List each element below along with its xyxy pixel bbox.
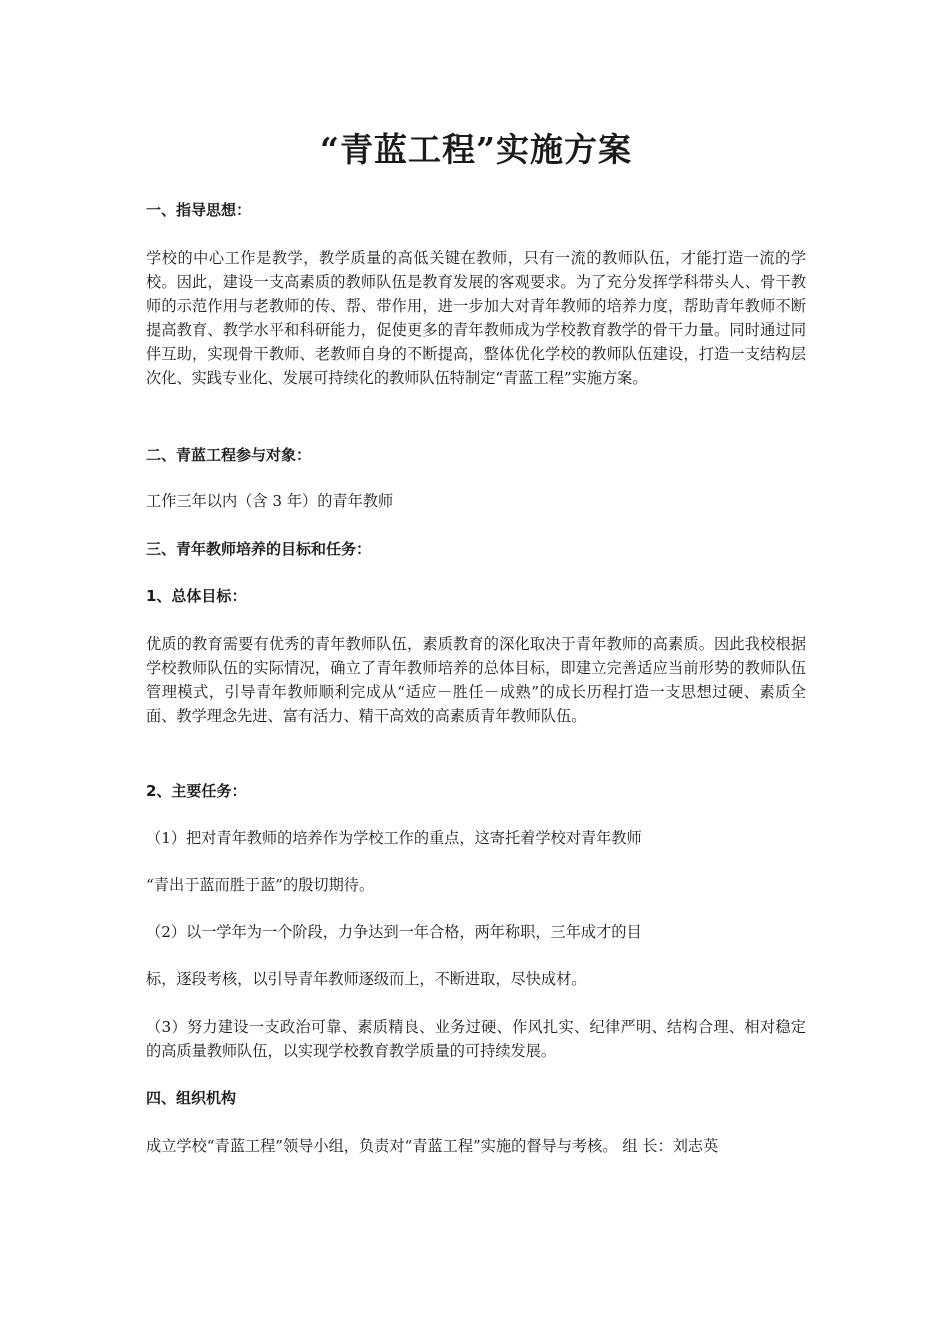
subheading-main-tasks: 2、主要任务：	[146, 782, 247, 800]
section-heading-organization: 四、组织机构	[146, 1089, 237, 1107]
paragraph-overall-goal: 优质的教育需要有优秀的青年教师队伍，素质教育的深化取决于青年教师的高素质。因此我校根据学校教师队伍的实际情况，确立了青年教师培养的总体目标，即建立完善适应当前形势的教师队伍管理模式，引导青年教师顺利完成从“适应－胜任－成熟”的成长历程打造一支思想过硬、素质全面、教学理念先进、富有活力、精干高效的高素质青年教师队伍。	[146, 635, 806, 725]
task-2-line-1: （2）以一学年为一个阶段，力争达到一年合格，两年称职，三年成才的目	[146, 923, 642, 941]
paragraph-organization: 成立学校“青蓝工程”领导小组，负责对“青蓝工程”实施的督导与考核。 组 长：刘志英	[146, 1137, 719, 1155]
task-1-line-2: “青出于蓝而胜于蓝”的殷切期待。	[146, 876, 375, 894]
section-heading-participants: 二、青蓝工程参与对象：	[146, 446, 312, 464]
task-3-paragraph: （3）努力建设一支政治可靠、素质精良、业务过硬、作风扎实、纪律严明、结构合理、相对稳定的高质量教师队伍，以实现学校教育教学质量的可持续发展。	[146, 1018, 806, 1060]
task-2-line-2: 标，逐段考核，以引导青年教师逐级而上，不断进取，尽快成材。	[146, 970, 587, 988]
subheading-overall-goal: 1、总体目标：	[146, 587, 247, 605]
section-heading-goals-tasks: 三、青年教师培养的目标和任务：	[146, 540, 372, 558]
section-heading-guiding-ideology: 一、指导思想：	[146, 201, 252, 219]
paragraph-guiding-ideology: 学校的中心工作是教学，教学质量的高低关键在教师，只有一流的教师队伍，才能打造一流的学校。因此，建设一支高素质的教师队伍是教育发展的客观要求。为了充分发挥学科带头人、骨干教师的示范作用与老教师的传、帮、带作用，进一步加大对青年教师的培养力度，帮助青年教师不断提高教育、教学水平和科研能力，促使更多的青年教师成为学校教育教学的骨干力量。同时通过同伴互助，实现骨干教师、老教师自身的不断提高，整体优化学校的教师队伍建设，打造一支结构层次化、实践专业化、发展可持续化的教师队伍特制定“青蓝工程”实施方案。	[146, 249, 806, 387]
document-title: “青蓝工程”实施方案	[320, 130, 632, 169]
paragraph-participants: 工作三年以内（含 3 年）的青年教师	[146, 492, 394, 510]
task-1-line-1: （1）把对青年教师的培养作为学校工作的重点，这寄托着学校对青年教师	[146, 829, 642, 847]
document-page	[146, 0, 806, 1344]
